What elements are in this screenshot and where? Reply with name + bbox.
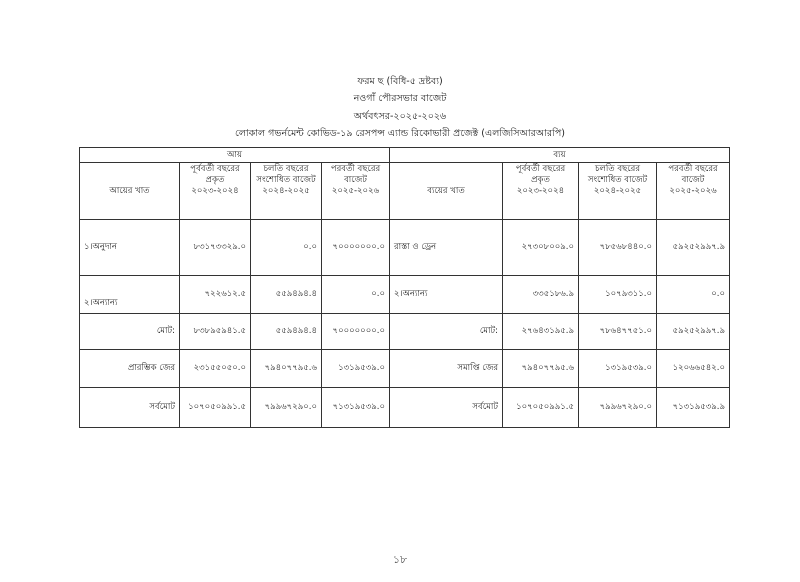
expense-label-cell: সমাপ্তি জের — [390, 350, 503, 388]
expense-prev-column: পূর্ববর্তী বছরের প্রকৃত ২০২৩-২০২৪ — [503, 163, 579, 220]
income-next-cell: ১৩১৯৫৩৯.০ — [322, 350, 390, 388]
expense-next-cell: ৫৯২৫২৯৯৭.৯ — [657, 314, 730, 350]
expense-curr-cell: ১৩১৯৫৩৯.০ — [579, 350, 657, 388]
expense-prev-cell: ৭৯৪০৭৭৯৫.৬ — [503, 350, 579, 388]
expense-curr-column: চলতি বছরের সংশোধিত বাজেট ২০২৪-২০২৫ — [579, 163, 657, 220]
fiscal-year: অর্থবৎসর-২০২৫-২০২৬ — [353, 111, 447, 122]
expense-label-cell: মোট: — [390, 314, 503, 350]
expense-next-cell: ৭১৩১৯৫৩৯.৯ — [657, 388, 730, 428]
income-group-header: আয় — [80, 148, 390, 163]
income-label-cell: ১।অনুদান — [80, 220, 180, 276]
project-title: লোকাল গভর্নমেন্ট কোভিড-১৯ রেসপন্স এ্যান্ড রিকোভারী প্রজেক্ট (এলজিসিআরআরপি) — [234, 128, 566, 139]
expense-group-header: ব্যয় — [390, 148, 730, 163]
budget-table — [79, 147, 730, 428]
expense-head-column: ব্যয়ের খাত — [390, 163, 503, 220]
table-row — [80, 220, 730, 276]
expense-prev-cell: ২৭৩০৮০০৯.০ — [503, 220, 579, 276]
form-reference: ফরম ছ (বিধি-৫ দ্রষ্টব্য) — [357, 76, 443, 87]
income-prev-cell: ১০৭০৫০৯৯১.৫ — [180, 388, 251, 428]
table-row — [80, 314, 730, 350]
income-next-cell: ৭১৩১৯৫৩৯.০ — [322, 388, 390, 428]
income-next-cell: ৭০০০০০০০.০ — [322, 220, 390, 276]
income-curr-column: চলতি বছরের সংশোধিত বাজেট ২০২৪-২০২৫ — [251, 163, 322, 220]
expense-label-cell: ২।অন্যান্য — [390, 276, 503, 314]
income-label-cell: মোট: — [80, 314, 180, 350]
income-curr-cell: ৭৯৯৬৭২৯০.০ — [251, 388, 322, 428]
expense-curr-cell: ৭৮৫৬৮৪৪০.০ — [579, 220, 657, 276]
income-head-column: আয়ের খাত — [80, 163, 180, 220]
expense-curr-cell: ৭৮৬৪৭৭৫১.০ — [579, 314, 657, 350]
income-label-cell: ২।অন্যান্য — [80, 276, 180, 314]
income-curr-cell: ৫৫৯৪৯৪.৪ — [251, 314, 322, 350]
income-prev-cell: ৭২২৬১২.৫ — [180, 276, 251, 314]
income-next-cell: ০.০ — [322, 276, 390, 314]
expense-prev-cell: ১০৭০৫০৯৯১.৫ — [503, 388, 579, 428]
income-next-column: পরবর্তী বছরের বাজেট ২০২৫-২০২৬ — [322, 163, 390, 220]
expense-label-cell: রাস্তা ও ড্রেন — [390, 220, 503, 276]
income-prev-cell: ৮৩৮৯৫৯৪১.৫ — [180, 314, 251, 350]
income-label-cell: সর্বমোট — [80, 388, 180, 428]
expense-prev-cell: ৩৩৫১৮৬.৯ — [503, 276, 579, 314]
expense-next-column: পরবর্তী বছরের বাজেট ২০২৫-২০২৬ — [657, 163, 730, 220]
income-label-cell: প্রারম্ভিক জের — [80, 350, 180, 388]
income-curr-cell: ০.০ — [251, 220, 322, 276]
expense-curr-cell: ৭৯৯৬৭২৯০.০ — [579, 388, 657, 428]
income-curr-cell: ৭৯৪০৭৭৯৫.৬ — [251, 350, 322, 388]
page-number: ১৮ — [392, 553, 408, 566]
table-row — [80, 276, 730, 314]
income-prev-column: পূর্ববর্তী বছরের প্রকৃত ২০২৩-২০২৪ — [180, 163, 251, 220]
expense-label-cell: সর্বমোট — [390, 388, 503, 428]
income-prev-cell: ২৩১৫৫০৫০.০ — [180, 350, 251, 388]
expense-next-cell: ০.০ — [657, 276, 730, 314]
income-curr-cell: ৫৫৯৪৯৪.৪ — [251, 276, 322, 314]
expense-next-cell: ১২০৬৬৫৪২.০ — [657, 350, 730, 388]
expense-next-cell: ৫৯২৫২৯৯৭.৯ — [657, 220, 730, 276]
expense-prev-cell: ২৭৬৪৩১৯৫.৯ — [503, 314, 579, 350]
table-row — [80, 350, 730, 388]
organization-title: নওগাঁ পৌরসভার বাজেট — [353, 93, 447, 104]
income-prev-cell: ৮৩১৭৩৩২৯.০ — [180, 220, 251, 276]
expense-curr-cell: ১০৭৯৩১১.০ — [579, 276, 657, 314]
table-row — [80, 388, 730, 428]
income-next-cell: ৭০০০০০০০.০ — [322, 314, 390, 350]
